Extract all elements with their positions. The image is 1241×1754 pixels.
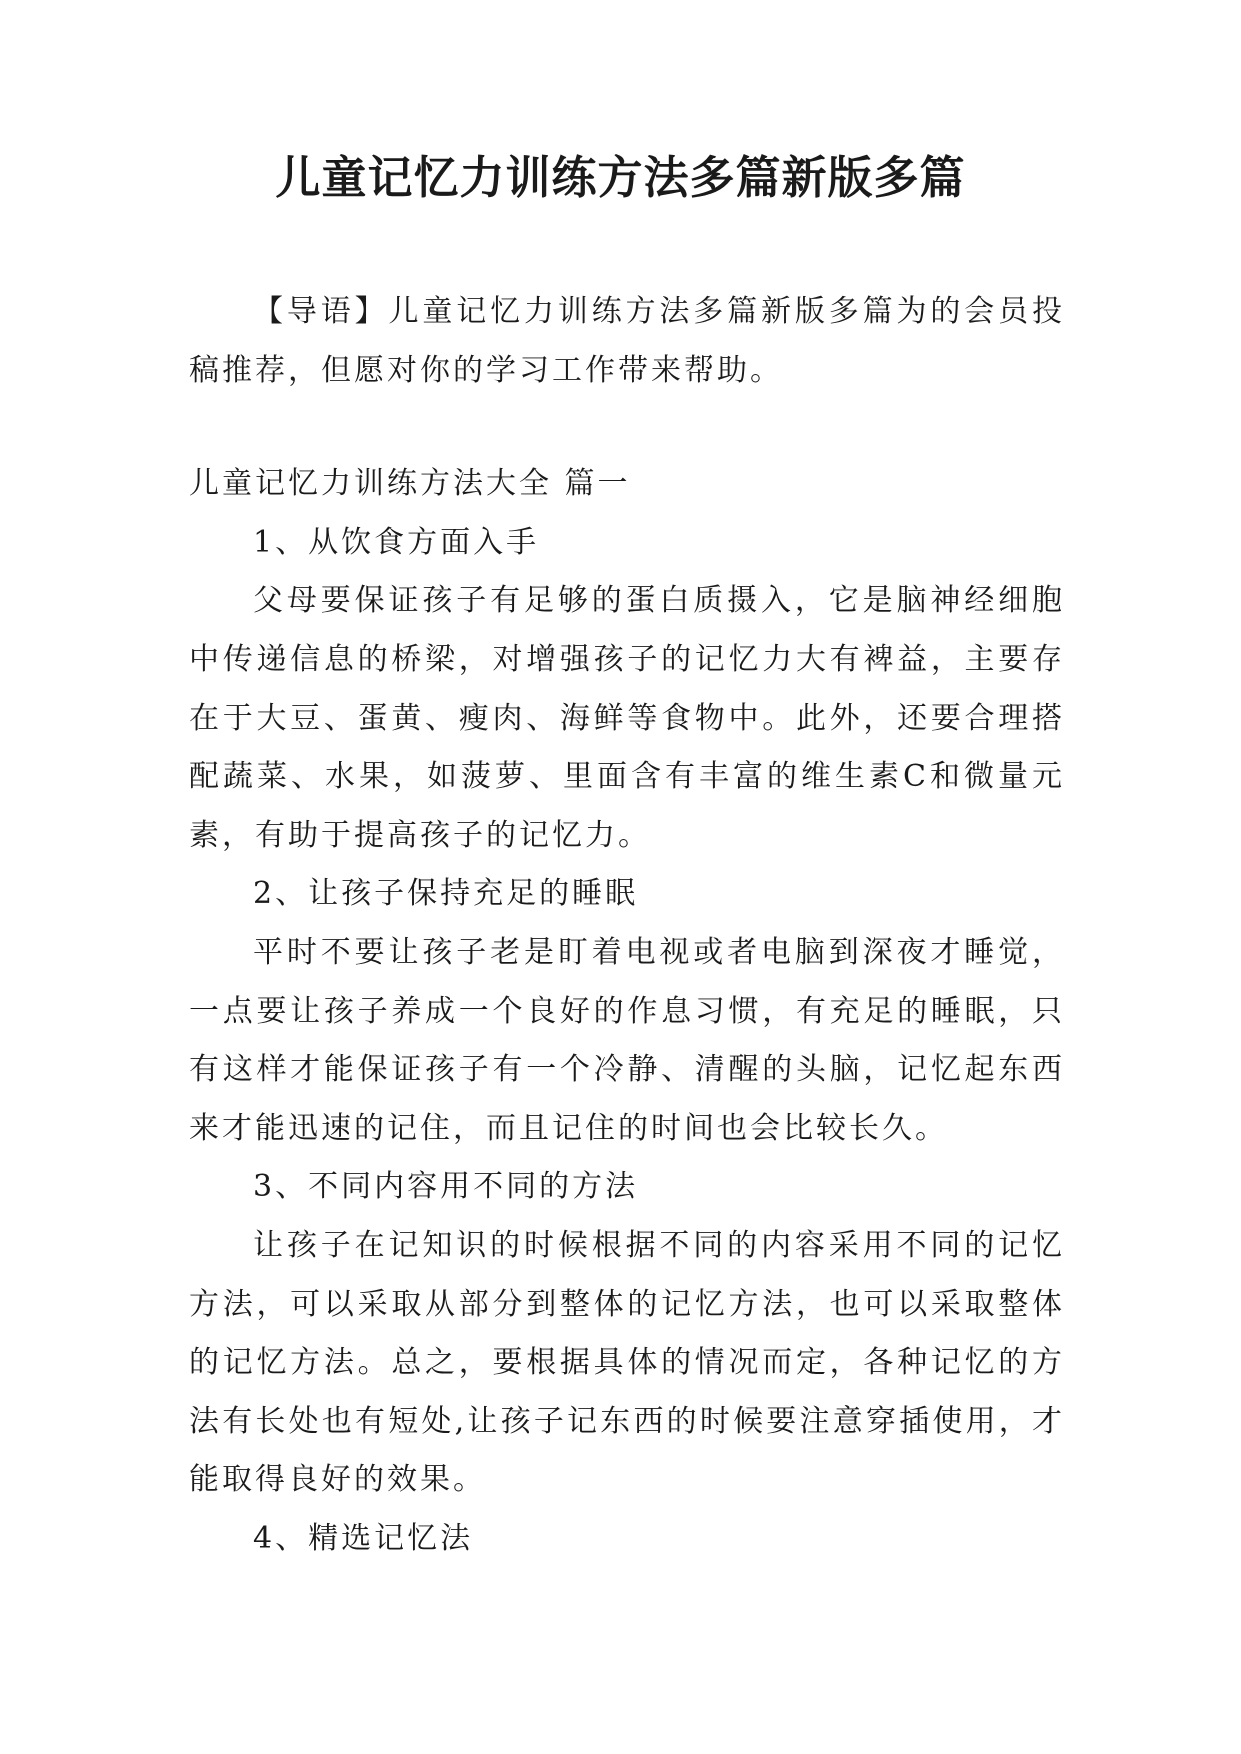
intro-paragraph: 【导语】儿童记忆力训练方法多篇新版多篇为的会员投稿推荐，但愿对你的学习工作带来帮助。 — [189, 294, 1065, 388]
item-heading-4: 4、精选记忆法 — [253, 1520, 474, 1556]
document-body — [189, 283, 1065, 1568]
document-title: 儿童记忆力训练方法多篇新版多篇 — [275, 151, 966, 204]
item-heading-1: 1、从饮食方面入手 — [253, 524, 540, 560]
item-paragraph-3: 让孩子在记知识的时候根据不同的内容采用不同的记忆方法，可以采取从部分到整体的记忆方法，也可以采取整体的记忆方法。总之，要根据具体的情况而定，各种记忆的方法有长处也有短处,让孩子记东西的时候要注意穿插使用，才能取得良好的效果。 — [189, 1227, 1065, 1498]
item-heading-2: 2、让孩子保持充足的睡眠 — [253, 876, 639, 912]
item-paragraph-2: 平时不要让孩子老是盯着电视或者电脑到深夜才睡觉，一点要让孩子养成一个良好的作息习惯，有充足的睡眠，只有这样才能保证孩子有一个冷静、清醒的头脑，记忆起东西来才能迅速的记住，而且记住的时间也会比较长久。 — [189, 934, 1065, 1146]
item-heading-3: 3、不同内容用不同的方法 — [253, 1169, 639, 1205]
section-heading: 儿童记忆力训练方法大全 篇一 — [189, 466, 631, 502]
item-paragraph-1: 父母要保证孩子有足够的蛋白质摄入，它是脑神经细胞中传递信息的桥梁，对增强孩子的记忆力大有裨益，主要存在于大豆、蛋黄、瘦肉、海鲜等食物中。此外，还要合理搭配蔬菜、水果，如菠萝、里面含有丰富的维生素C和微量元素，有助于提高孩子的记忆力。 — [189, 583, 1065, 853]
